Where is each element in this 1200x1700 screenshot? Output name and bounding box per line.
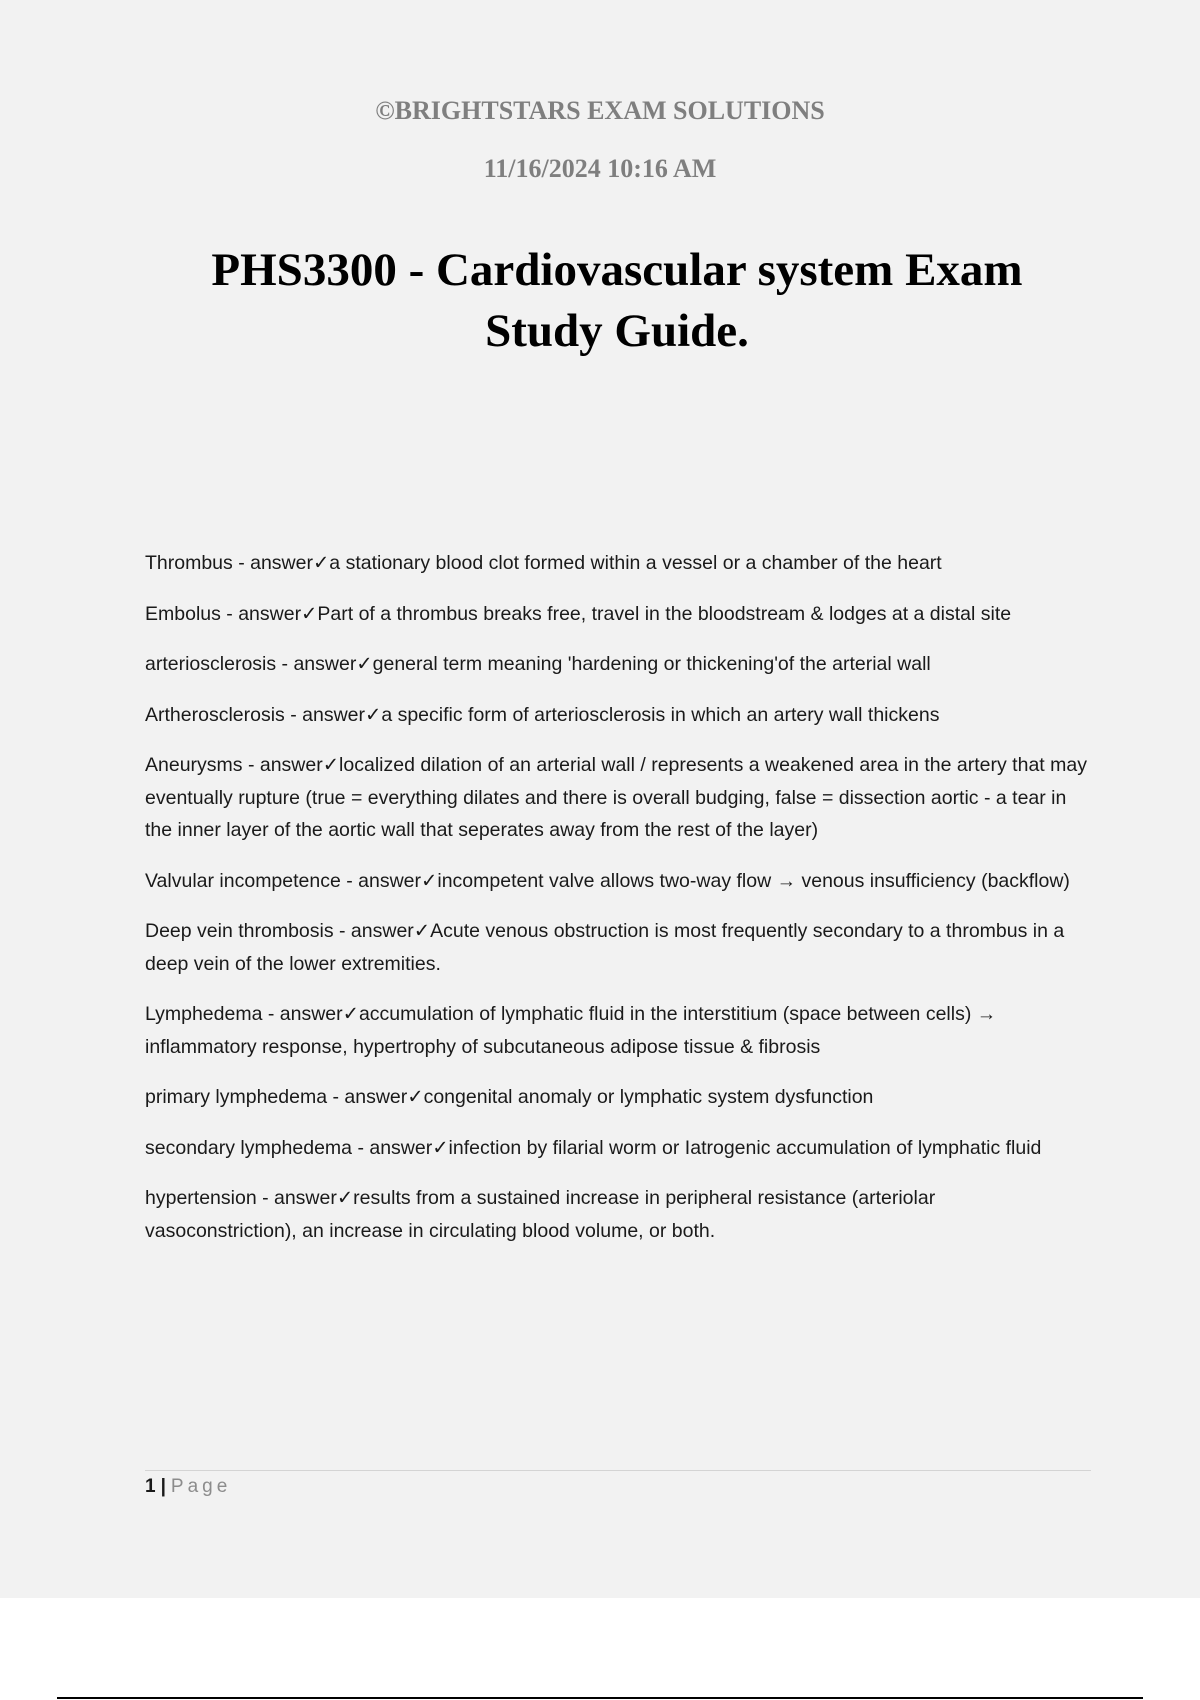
- page-label: Page: [170, 1476, 232, 1497]
- copyright-header: ©BRIGHTSTARS EXAM SOLUTIONS: [375, 96, 825, 125]
- entry-valvular-incompetence: Valvular incompetence - answer✓incompetent valve allows two-way flow → venous insufficiency (backflow): [145, 869, 1070, 892]
- entry-deep-vein-thrombosis: Deep vein thrombosis - answer✓Acute venous obstruction is most frequently secondary to a thrombus in a deep vein of the lower extremities.: [145, 920, 1065, 975]
- page-number: 1: [145, 1476, 156, 1497]
- study-guide-entries: [145, 547, 1090, 1265]
- entry-thrombus: Thrombus - answer✓a stationary blood clot formed within a vessel or a chamber of the heart: [145, 552, 942, 574]
- entry-hypertension: hypertension - answer✓results from a sustained increase in peripheral resistance (arteriolar vasoconstriction), an increase in circulating blood volume, or both.: [145, 1187, 936, 1242]
- entry-arteriosclerosis: arteriosclerosis - answer✓general term meaning 'hardening or thickening'of the arterial wall: [145, 653, 931, 675]
- page-footer: [145, 1474, 231, 1500]
- entry-artherosclerosis: Artherosclerosis - answer✓a specific form of arteriosclerosis in which an artery wall thickens: [145, 703, 940, 726]
- entry-lymphedema: Lymphedema - answer✓accumulation of lymphatic fluid in the interstitium (space between cells) → inflammatory response, hypertrophy of subcutaneous adipose tissue & fibrosis: [145, 1003, 997, 1058]
- entry-aneurysms: Aneurysms - answer✓localized dilation of an arterial wall / represents a weakened area in the artery that may eventually rupture (true = everything dilates and there is overall budging, false = dissection aortic - a tear in the inner layer of the aortic wall that seperates away from the rest of the layer): [145, 754, 1087, 841]
- entry-primary-lymphedema: primary lymphedema - answer✓congenital anomaly or lymphatic system dysfunction: [145, 1086, 874, 1108]
- bottom-divider: [57, 1697, 1143, 1699]
- page-separator: |: [160, 1476, 166, 1497]
- footer-divider: [145, 1470, 1091, 1471]
- document-title: PHS3300 - Cardiovascular system Exam Study Guide.: [211, 244, 1023, 357]
- entry-secondary-lymphedema: secondary lymphedema - answer✓infection by filarial worm or Iatrogenic accumulation of lymphatic fluid: [145, 1136, 1042, 1159]
- timestamp-header: 11/16/2024 10:16 AM: [483, 154, 717, 183]
- entry-embolus: Embolus - answer✓Part of a thrombus breaks free, travel in the bloodstream & lodges at a distal site: [145, 602, 1012, 625]
